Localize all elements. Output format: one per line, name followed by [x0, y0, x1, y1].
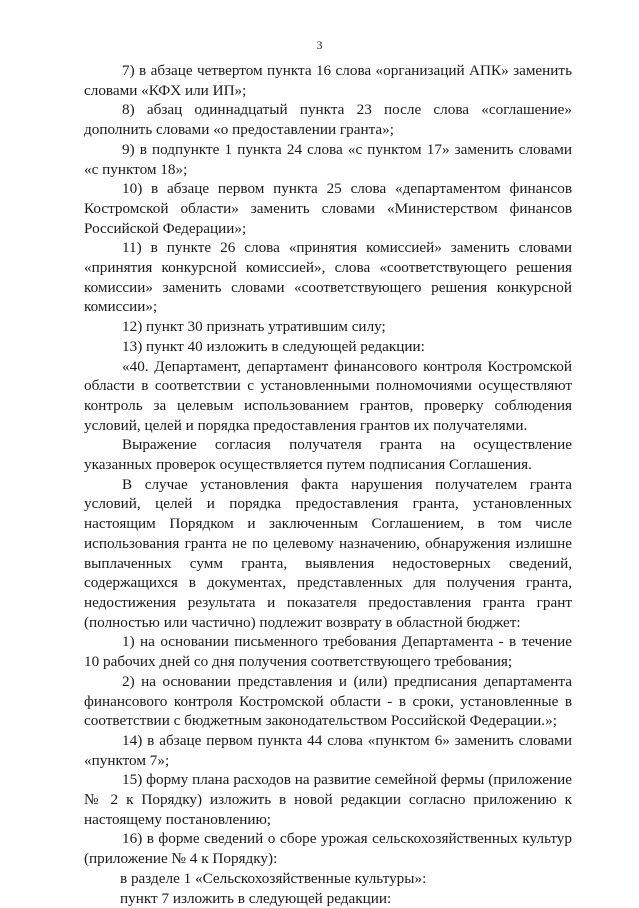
paragraph-item-9: 9) в подпункте 1 пункта 24 слова «с пунктом 17» заменить словами «с пунктом 18»; [84, 140, 572, 178]
paragraph-violation: В случае установления факта нарушения получателем гранта условий, целей и порядка предоставления гранта, установленных настоящим Порядком и заключенным Соглашением, в том числе использования гранта не по целевому назначению, обнаружения излишне выплаченных сумм гранта, выявления недостоверных сведений, содержащихся в документах, представленных для получения гранта, недостижения результата и показателя предоставления гранта грант (полностью или частично) подлежит возврату в областной бюджет: [84, 475, 572, 631]
paragraph-item-14: 14) в абзаце первом пункта 44 слова «пунктом 6» заменить словами «пунктом 7»; [84, 731, 572, 769]
paragraph-item-13: 13) пункт 40 изложить в следующей редакции: [122, 337, 425, 355]
paragraph-item-15: 15) форму плана расходов на развитие семейной фермы (приложение № 2 к Порядку) изложить в новой редакции согласно приложению к настоящему постановлению; [84, 771, 572, 828]
paragraph-item-12: 12) пункт 30 признать утратившим силу; [122, 318, 386, 336]
paragraph-item-16: 16) в форме сведений о сборе урожая сельскохозяйственных культур (приложение № 4 к Порядку): [84, 830, 572, 868]
paragraph-item-10: 10) в абзаце первом пункта 25 слова «департаментом финансов Костромской области» заменить словами «Министерством финансов Российской Федерации»; [84, 180, 572, 237]
paragraph-section-1: в разделе 1 «Сельскохозяйственные культуры»: [120, 869, 427, 887]
paragraph-item-8: 8) абзац одиннадцатый пункта 23 после слова «соглашение» дополнить словами «о предоставлении гранта»; [84, 101, 572, 139]
paragraph-consent: Выражение согласия получателя гранта на осуществление указанных проверок осуществляется путем подписания Соглашения. [84, 436, 572, 474]
paragraph-point-40: «40. Департамент, департамент финансового контроля Костромской области в соответствии с установленными полномочиями осуществляют контроль за целевым использованием грантов, проверку соблюдения условий, целей и порядка предоставления грантов их получателями. [84, 357, 572, 434]
paragraph-point-7: пункт 7 изложить в следующей редакции: [120, 889, 392, 907]
paragraph-return-1: 1) на основании письменного требования Департамента - в течение 10 рабочих дней со дня получения соответствующего требования; [84, 633, 572, 671]
paragraph-item-11: 11) в пункте 26 слова «принятия комиссией» заменить словами «принятия конкурсной комиссией», слова «соответствующего решения комиссии» заменить словами «соответствующего решения конкурсной комиссии»; [84, 239, 572, 316]
paragraph-return-2: 2) на основании представления и (или) предписания департамента финансового контроля Костромской области - в сроки, установленные в соответствии с бюджетным законодательством Российской Федерации.»; [84, 672, 572, 730]
page-number: 3 [316, 38, 323, 52]
paragraph-item-7: 7) в абзаце четвертом пункта 16 слова «организаций АПК» заменить словами «КФХ или ИП»; [84, 62, 572, 99]
document-body [84, 61, 572, 908]
